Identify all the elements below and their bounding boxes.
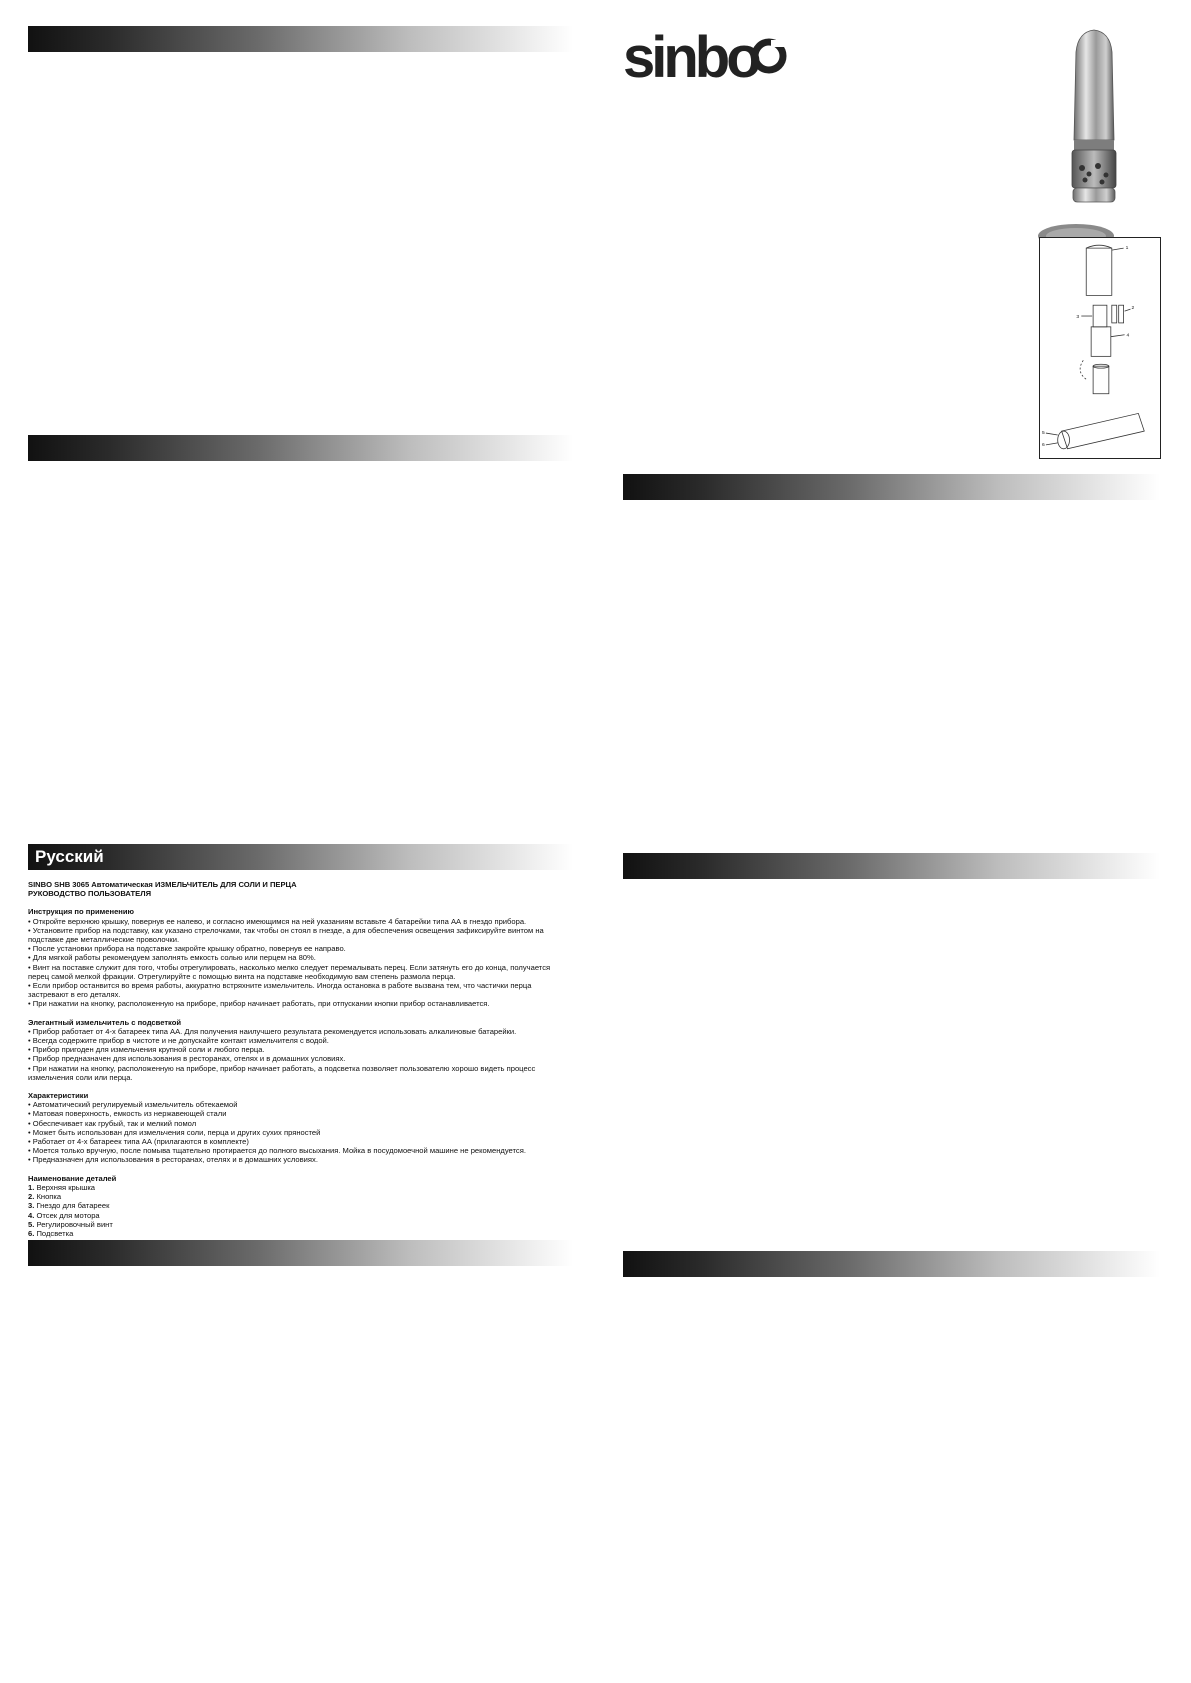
part-name: Гнездо для батареек xyxy=(36,1201,110,1211)
instruction-item: • Если прибор останвится во время работы, аккуратно встряхните измельчитель. Иногда остановка в работе вызвана тем, что частички перца застревают в его деталях. xyxy=(28,981,532,1000)
section-bar-1 xyxy=(28,26,573,52)
section-bar-russian xyxy=(28,844,573,870)
specs-heading: Характеристики xyxy=(28,1091,89,1101)
spec-item: • Может быть использован для измельчения соли, перца и других сухих пряностей xyxy=(28,1127,321,1137)
elegant-item: • При нажатии на кнопку, расположенную на приборе, прибор начинает работать, а подсветка позволяет пользователю хорошо видеть процесс измельчения соли или перца. xyxy=(28,1063,536,1082)
instruction-item: • При нажатии на кнопку, расположенную на приборе, прибор начинает работать, при отпускании кнопки прибор останавливается. xyxy=(28,999,490,1009)
document-title: SINBO SHB 3065 Автоматическая ИЗМЕЛЬЧИТЕЛЬ ДЛЯ СОЛИ И ПЕРЦА xyxy=(28,880,297,889)
part-item xyxy=(28,1201,573,1210)
part-item xyxy=(28,1211,573,1220)
section-bar-2 xyxy=(28,435,573,461)
part-number: 6. xyxy=(28,1228,35,1238)
elegant-item: • Прибор работает от 4-х батареек типа АА. Для получения наилучшего результата рекомендуется использовать алкалиновые батарейки. xyxy=(28,1026,517,1036)
part-number: 3. xyxy=(28,1201,35,1211)
part-item xyxy=(28,1229,573,1238)
section-bar-5 xyxy=(623,474,1160,500)
part-item xyxy=(28,1220,573,1229)
part-item xyxy=(28,1183,573,1192)
part-name: Кнопка xyxy=(36,1192,62,1202)
diagram-label-6: 6 xyxy=(1041,442,1045,448)
part-number: 5. xyxy=(28,1219,35,1229)
russian-instructions xyxy=(28,880,573,1238)
pepper-mill-photo xyxy=(1036,28,1146,258)
diagram-label-2: 2 xyxy=(1131,306,1135,312)
part-item xyxy=(28,1192,573,1201)
diagram-label-3: 3 xyxy=(1076,314,1080,320)
parts-diagram-drawing xyxy=(1040,238,1160,457)
part-number: 2. xyxy=(28,1192,35,1202)
section-bar-7 xyxy=(623,1251,1160,1277)
spec-item: • Предназначен для использования в ресторанах, отелях и в домашних условиях. xyxy=(28,1155,318,1165)
section-bar-6 xyxy=(623,853,1160,879)
elegant-item: • Всегда содержите прибор в чистоте и не допускайте контакт измельчителя с водой. xyxy=(28,1036,329,1046)
part-number: 1. xyxy=(28,1182,35,1192)
elegant-item: • Прибор предназначен для использования в ресторанах, отелях и в домашних условиях. xyxy=(28,1054,346,1064)
instructions-heading: Инструкция по применению xyxy=(28,907,135,917)
diagram-label-5: 5 xyxy=(1041,431,1045,437)
spec-item: • Матовая поверхность, емкость из нержавеющей стали xyxy=(28,1109,227,1119)
document-subtitle: РУКОВОДСТВО ПОЛЬЗОВАТЕЛЯ xyxy=(28,889,152,899)
spec-item: • Автоматический регулируемый измельчитель обтекаемой xyxy=(28,1100,238,1110)
instruction-item: • Винт на поставке служит для того, чтобы отрегулировать, насколько мелко следует перемалывать перец. Если затянуть его до конца, получается перец самой мелкой фракции. Отрегулируйте с помощью винта на подставке необходимую вам степень размола перца. xyxy=(28,962,551,981)
elegant-item: • Прибор пригоден для измельчения крупной соли и любого перца. xyxy=(28,1045,265,1055)
part-name: Регулировочный винт xyxy=(36,1219,113,1229)
section-bar-4 xyxy=(28,1240,573,1266)
spec-item: • Обеспечивает как грубый, так и мелкий помол xyxy=(28,1118,197,1128)
diagram-label-4: 4 xyxy=(1126,333,1130,339)
instruction-item: • Установите прибор на подставку, как указано стрелочками, так чтобы он стоял в гнезде, а для обеспечения освещения зафиксируйте винтом на подставке две металлические проволочки. xyxy=(28,925,544,945)
parts-heading: Наименование деталей xyxy=(28,1173,117,1183)
part-name: Верхняя крышка xyxy=(36,1182,96,1192)
diagram-label-1: 1 xyxy=(1125,246,1129,252)
spec-item: • Моется только вручную, после помыва тщательно протирается до полного высыхания. Мойка в посудомоечной машине не рекомендуется. xyxy=(28,1146,526,1156)
instruction-item: • Откройте верхнюю крышку, повернув ее налево, и согласно имеющимся на ней указаниям вставьте 4 батарейки типа АА в гнездо прибора. xyxy=(28,916,527,926)
elegant-heading: Элегантный измельчитель с подсветкой xyxy=(28,1017,182,1027)
parts-diagram xyxy=(1039,237,1161,459)
brand-logo xyxy=(623,26,788,86)
brand-logo-text: sinbo xyxy=(623,26,758,86)
part-name: Подсветка xyxy=(36,1228,74,1238)
instruction-item: • После установки прибора на подставке закройте крышку обратно, повернув ее направо. xyxy=(28,944,346,954)
instruction-item: • Для мягкой работы рекомендуем заполнять емкость солью или перцем на 80%. xyxy=(28,953,316,963)
part-name: Отсек для мотора xyxy=(36,1210,100,1220)
section-language-label: Русский xyxy=(35,847,104,866)
spec-item: • Работает от 4-х батареек типа АА (прилагаются в комплекте) xyxy=(28,1137,249,1147)
part-number: 4. xyxy=(28,1210,35,1220)
